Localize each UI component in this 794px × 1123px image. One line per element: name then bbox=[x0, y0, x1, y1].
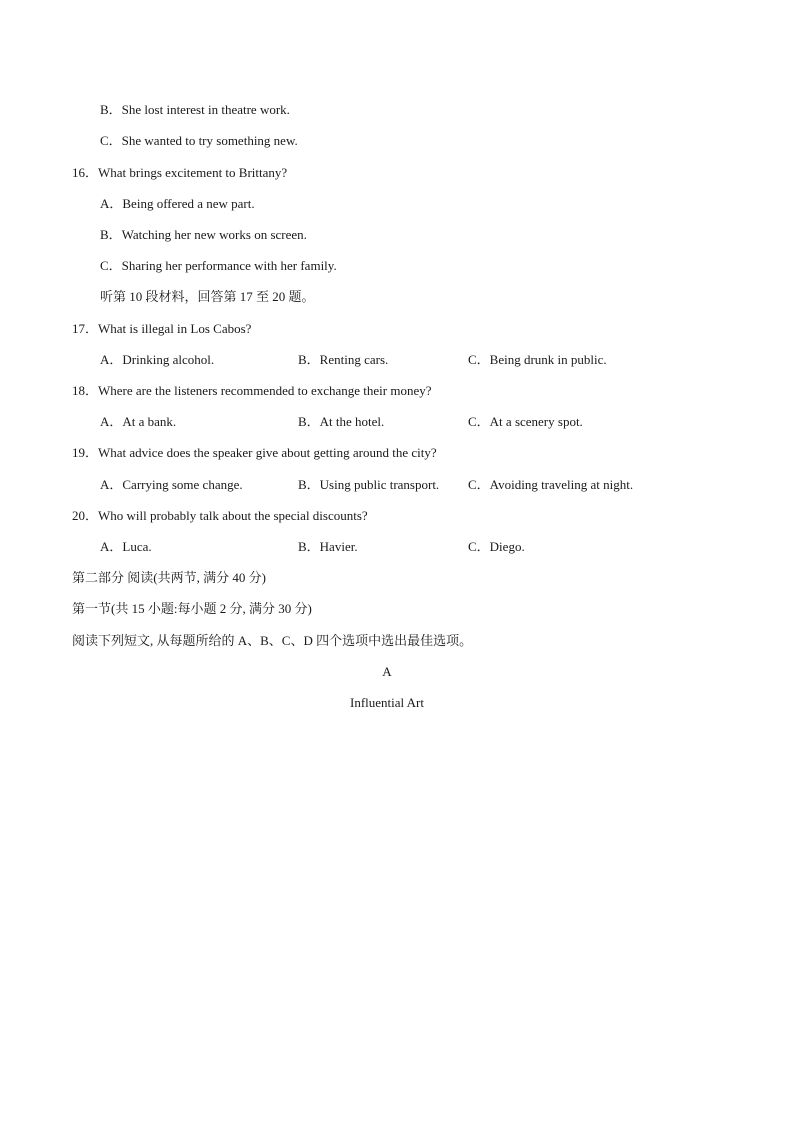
q15-option-b: B．She lost interest in theatre work. bbox=[100, 102, 290, 117]
q19-stem: 19．What advice does the speaker give about getting around the city? bbox=[72, 445, 437, 460]
q16-stem: 16．What brings excitement to Brittany? bbox=[72, 165, 288, 180]
q20-option-a: A．Luca. bbox=[100, 539, 152, 554]
q18-option-c: C．At a scenery spot. bbox=[468, 414, 583, 429]
part2-instruction: 阅读下列短文, 从每题所给的 A、B、C、D 四个选项中选出最佳选项。 bbox=[72, 633, 473, 648]
q20-option-b: B．Havier. bbox=[298, 539, 358, 554]
q19-option-c: C．Avoiding traveling at night. bbox=[468, 477, 634, 492]
part2-heading: 第二部分 阅读(共两节, 满分 40 分) bbox=[72, 570, 266, 585]
q17-stem: 17．What is illegal in Los Cabos? bbox=[72, 321, 252, 336]
listening-instruction-10: 听第 10 段材料，回答第 17 至 20 题。 bbox=[100, 289, 315, 304]
q18-stem: 18．Where are the listeners recommended to exchange their money? bbox=[72, 383, 432, 398]
q17-option-c: C．Being drunk in public. bbox=[468, 352, 607, 367]
q17-option-b: B．Renting cars. bbox=[298, 352, 389, 367]
q20-option-c: C．Diego. bbox=[468, 539, 525, 554]
q15-option-c: C．She wanted to try something new. bbox=[100, 133, 298, 148]
passage-letter: A bbox=[382, 664, 392, 679]
q19-option-a: A．Carrying some change. bbox=[100, 477, 243, 492]
q16-option-b: B．Watching her new works on screen. bbox=[100, 227, 307, 242]
passage-title: Influential Art bbox=[349, 695, 424, 710]
q20-stem: 20．Who will probably talk about the special discounts? bbox=[72, 508, 368, 523]
q18-option-a: A．At a bank. bbox=[100, 414, 177, 429]
q17-option-a: A．Drinking alcohol. bbox=[100, 352, 215, 367]
part2-section1-heading: 第一节(共 15 小题:每小题 2 分, 满分 30 分) bbox=[72, 601, 312, 616]
q16-option-c: C．Sharing her performance with her family. bbox=[100, 258, 337, 273]
q16-option-a: A．Being offered a new part. bbox=[100, 196, 255, 211]
q19-option-b: B．Using public transport. bbox=[298, 477, 440, 492]
q18-option-b: B．At the hotel. bbox=[298, 414, 385, 429]
